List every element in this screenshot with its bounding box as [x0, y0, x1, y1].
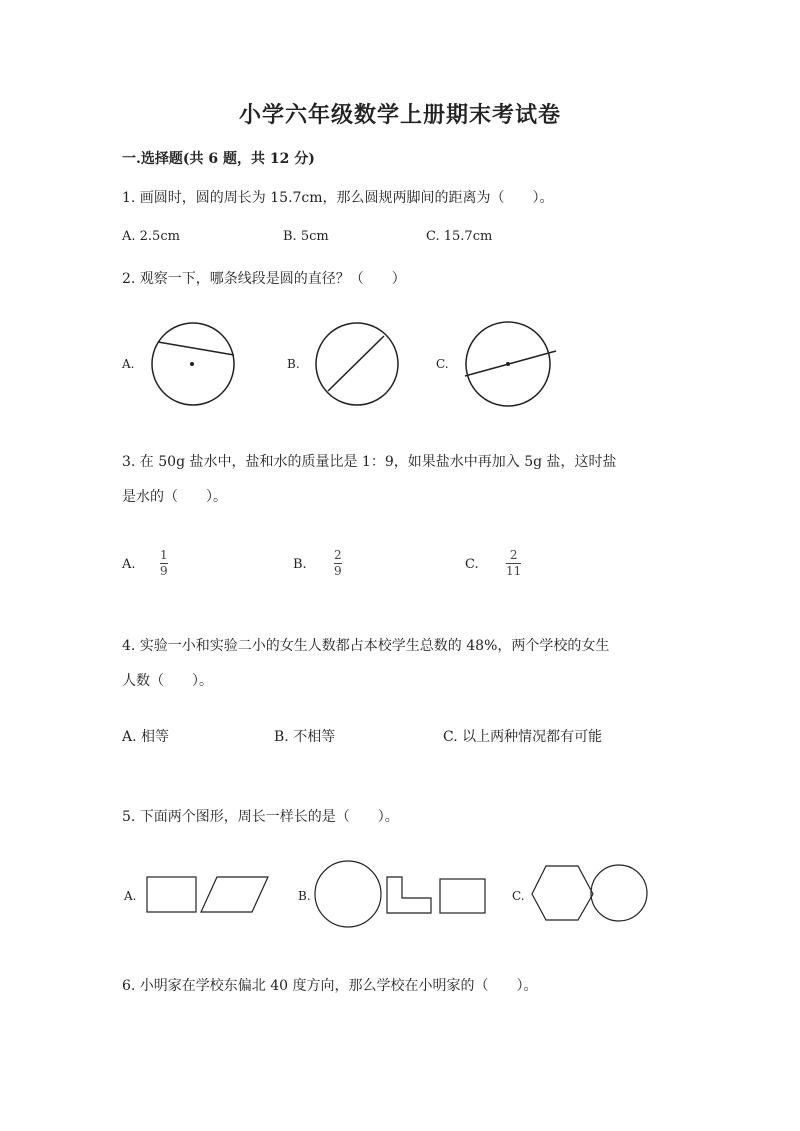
numerator: 2	[334, 548, 342, 562]
question-1-option-a: A. 2.5cm	[122, 229, 180, 244]
circle-shape	[315, 861, 381, 927]
question-3-option-b-label: B.	[293, 557, 307, 572]
rectangle-shape	[440, 879, 485, 913]
page-title: 小学六年级数学上册期末考试卷	[238, 102, 561, 128]
hexagon-shape	[532, 866, 593, 920]
question-4-text-line1: 4. 实验一小和实验二小的女生人数都占本校学生总数的 48%，两个学校的女生	[122, 638, 610, 654]
question-5-figure-c-label: C.	[512, 889, 525, 903]
question-5-figure-b	[315, 861, 487, 929]
question-3-option-b-fraction	[334, 549, 342, 578]
denominator: 9	[334, 564, 342, 578]
center-dot	[506, 362, 510, 366]
rectangle-shape	[147, 877, 196, 912]
question-3-option-a-label: A.	[122, 557, 136, 572]
question-2-figure-c-label: C.	[436, 357, 449, 371]
question-3-text-line1: 3. 在 50g 盐水中，盐和水的质量比是 1：9，如果盐水中再加入 5g 盐，这时盐	[122, 454, 617, 470]
question-2-figure-b	[315, 322, 401, 408]
question-3-option-a-fraction	[160, 549, 168, 578]
denominator: 9	[160, 564, 168, 578]
question-5-figure-b-label: B.	[298, 889, 311, 903]
question-3-text-line2: 是水的（ ）。	[122, 489, 227, 505]
question-2-text: 2. 观察一下，哪条线段是圆的直径？（ ）	[122, 271, 406, 287]
chord-line	[158, 342, 234, 355]
question-4-option-b: B. 不相等	[274, 729, 336, 745]
question-2-figure-c	[463, 322, 559, 408]
numerator: 1	[160, 548, 168, 562]
numerator: 2	[509, 548, 518, 562]
denominator: 11	[506, 564, 522, 578]
circle-shape	[591, 865, 647, 921]
section-heading: 一.选择题(共 6 题，共 12 分)	[122, 151, 315, 167]
question-1-option-c: C. 15.7cm	[426, 229, 493, 244]
chord-line	[328, 336, 384, 391]
question-5-text: 5. 下面两个图形，周长一样长的是（ ）。	[122, 809, 399, 825]
question-6-text: 6. 小明家在学校东偏北 40 度方向，那么学校在小明家的（ ）。	[122, 978, 538, 994]
question-3-option-c-fraction	[506, 549, 521, 578]
circle-shape	[316, 323, 398, 405]
question-3-option-c-label: C.	[465, 557, 479, 572]
question-1-text: 1. 画圆时，圆的周长为 15.7cm，那么圆规两脚间的距离为（ ）。	[122, 190, 554, 206]
question-1-option-b: B. 5cm	[283, 229, 329, 244]
diameter-line	[465, 351, 556, 376]
question-4-option-a: A. 相等	[122, 729, 170, 745]
question-5-figure-a-label: A.	[124, 889, 137, 903]
question-5-figure-a	[146, 876, 270, 916]
question-2-figure-a	[150, 322, 240, 408]
question-4-option-c: C. 以上两种情况都有可能	[443, 729, 603, 745]
l-shape	[387, 877, 431, 913]
question-4-text-line2: 人数（ ）。	[122, 673, 213, 689]
question-5-figure-c	[531, 862, 649, 924]
question-2-figure-b-label: B.	[287, 357, 300, 371]
parallelogram-shape	[201, 877, 268, 912]
center-dot	[190, 362, 194, 366]
question-2-figure-a-label: A.	[122, 357, 135, 371]
